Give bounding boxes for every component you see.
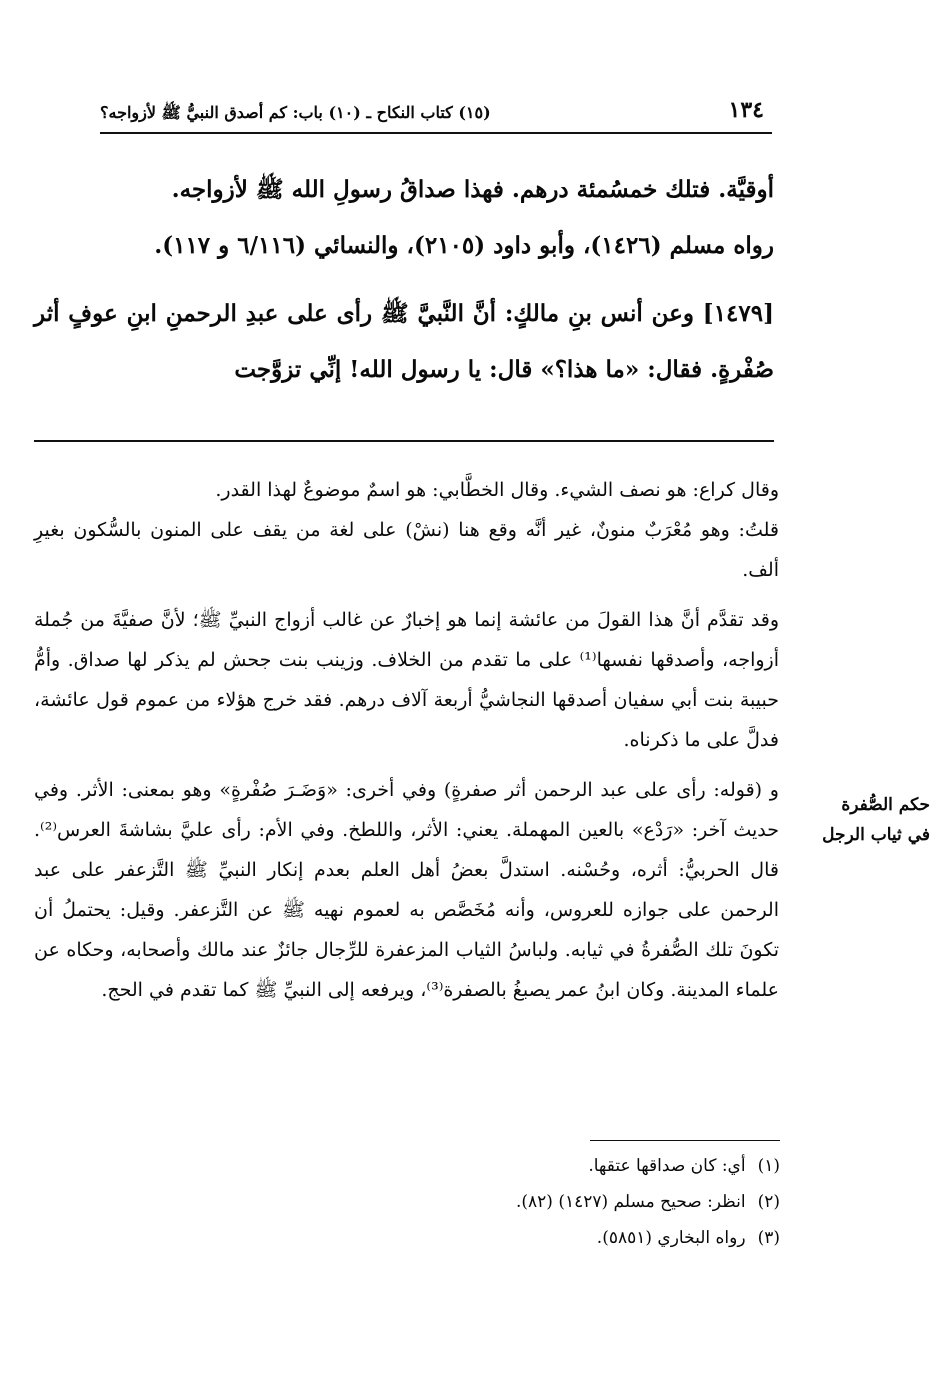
margin-heading [790, 790, 930, 850]
footnote-text: أي: كان صداقها عتقها. [588, 1156, 746, 1176]
main-paragraph-1: أوقيَّة. فتلك خمسُمئة درهم. فهذا صداقُ رسولِ الله ﷺ لأزواجه. [171, 176, 774, 203]
header-divider [100, 132, 772, 134]
footnote-text: انظر: صحيح مسلم (١٤٢٧) (٨٢). [515, 1192, 746, 1212]
footnote-item [300, 1220, 780, 1256]
footnote-number: (٣) [757, 1228, 780, 1248]
footnote-divider [590, 1140, 780, 1141]
main-paragraph-3: [١٤٧٩] وعن أنس بنِ مالكٍ: أنَّ النَّبيَّ ﷺ رأى على عبدِ الرحمنِ ابنِ عوفٍ أثر صُفْرةٍ. فقال: «ما هذا؟» قال: يا رسول الله! إنِّي تزوَّجت [34, 300, 774, 383]
footnote-text: رواه البخاري (٥٨٥١). [596, 1228, 746, 1248]
footnotes [300, 1148, 780, 1256]
commentary-paragraph-4: و (قوله: رأى على عبد الرحمن أثر صفرةٍ) وفي أخرى: «وَضَـرَ صُفْرةٍ» وهو بمعنى: الأثر. وفي حديث آخر: «رَدْع» بالعين المهملة. يعني: الأثر، واللطخ. وفي الأم: رأى عليَّ بشاشةَ العرس⁽²⁾. قال الحربيُّ: أثره، وحُسْنه. استدلَّ بعضُ أهل العلم بعدم إنكار النبيِّ ﷺ التَّزعفر على عبد الرحمن على جوازه للعروس، وأنه مُخَصَّص به لعموم نهيه ﷺ عن التَّزعفر. وقيل: يحتملُ أن تكونَ تلك الصُّفرةُ في ثيابه. ولباسُ الثياب المزعفرة للرِّجال جائزٌ عند مالك وأصحابه، وحكاه عن علماء المدينة. وكان ابنُ عمر يصبغُ بالصفرة⁽³⁾، ويرفعه إلى النبيِّ ﷺ كما تقدم في الحج. [34, 779, 779, 1001]
commentary-text [34, 470, 779, 1010]
page-number: ١٣٤ [728, 97, 764, 123]
commentary-paragraph-1: وقال كراع: هو نصف الشيء. وقال الخطَّابي: هو اسمٌ موضوعٌ لهذا القدر. [215, 479, 779, 501]
main-paragraph-2: رواه مسلم (١٤٢٦)، وأبو داود (٢١٠٥)، والنسائي (٦/١١٦ و ١١٧). [154, 232, 774, 259]
commentary-paragraph-2: قلتُ: وهو مُعْرَبٌ منونٌ، غير أنَّه وقع هنا (نشْ) على لغة من يقف على المنون بالسُّكون بغيرِ ألف. [34, 519, 779, 581]
footnote-item [300, 1148, 780, 1184]
margin-heading-line-2: في ثياب الرجل [822, 825, 930, 845]
text-commentary-divider [34, 440, 774, 442]
footnote-number: (١) [757, 1156, 780, 1176]
footnote-item [300, 1184, 780, 1220]
commentary-paragraph-3: وقد تقدَّم أنَّ هذا القولَ من عائشة إنما هو إخبارٌ عن غالب أزواج النبيِّ ﷺ؛ لأنَّ صفيَّةَ من جُملة أزواجه، وأصدقها نفسها⁽¹⁾ على ما تقدم من الخلاف. وزينب بنت جحش لم يذكر لها صداق. وأمُّ حبيبة بنت أبي سفيان أصدقها النجاشيُّ أربعة آلاف درهم. فقد خرج هؤلاء من عموم قول عائشة، فدلَّ على ما ذكرناه. [34, 609, 779, 751]
margin-heading-line-1: حكم الصُّفرة [841, 795, 930, 815]
hadith-text [34, 162, 774, 398]
page-header [100, 97, 772, 127]
running-title: (١٥) كتاب النكاح ـ (١٠) باب: كم أصدق النبيُّ ﷺ لأزواجه؟ [100, 103, 491, 122]
footnote-number: (٢) [757, 1192, 780, 1212]
